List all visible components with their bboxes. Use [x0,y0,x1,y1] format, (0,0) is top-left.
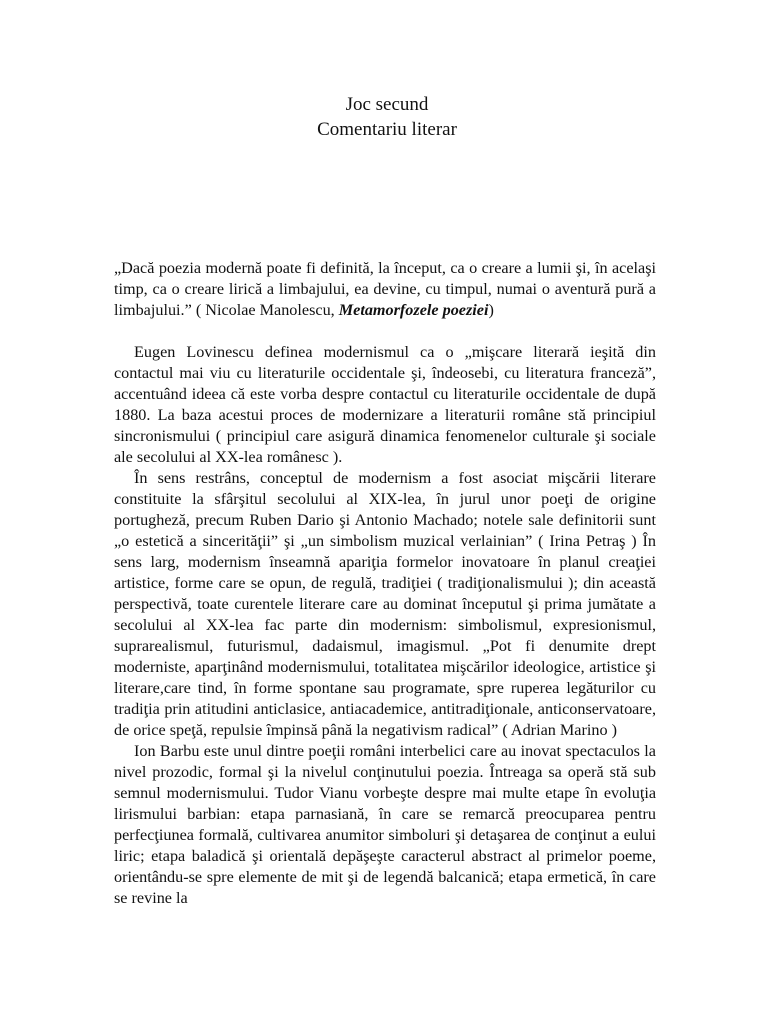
document-body [114,258,656,909]
paragraph-1: Eugen Lovinescu definea modernismul ca o „mişcare literară ieşită din contactul mai viu cu literaturile occidentale şi, îndeosebi, cu literatura franceză”, accentuând ideea că este vorba despre contactul cu literaturile occidentale de după 1880. La baza acestui proces de modernizare a literaturii române stă principiul sincronismului ( principiul care asigură dinamica fenomenelor culturale şi sociale ale secolului al XX-lea românesc ). [114,343,656,466]
epigraph-work-title: Metamorfozele poeziei [338,301,489,319]
epigraph [114,258,656,321]
document-subtitle: Comentariu literar [317,119,457,140]
document-title: Joc secund [345,94,429,115]
paragraph-2: În sens restrâns, conceptul de modernism a fost asociat mişcării literare constituite la sfârşitul secolului al XIX-lea, în jurul unor poeţi de origine portugheză, precum Ruben Dario şi Antonio Machado; notele sale definitorii sunt „o estetică a sincerităţii” şi „un simbolism muzical verlainian” ( Irina Petraş ) În sens larg, modernism înseamnă apariţia formelor inovatoare în planul creaţiei artistice, forme care se opun, de regulă, tradiţiei ( tradiţionalismului ); din această perspectivă, toate curentele literare care au dominat începutul şi prima jumătate a secolului al XX-lea fac parte din modernism: simbolismul, expresionismul, suprarealismul, futurismul, dadaismul, imagismul. „Pot fi denumite drept moderniste, aparţinând modernismului, totalitatea mişcărilor ideologice, artistice şi literare,care tind, în forme spontane sau programate, spre ruperea legăturilor cu tradiţia prin atitudini anticlasice, antiacademice, antitradiţionale, anticonservatoare, de orice speţă, repulsie împinsă până la negativism radical” ( Adrian Marino ) [114,469,656,739]
paragraph-3: Ion Barbu este unul dintre poeţii români interbelici care au inovat spectaculos la nivel prozodic, formal şi la nivelul conţinutului poezia. Întreaga sa operă stă sub semnul modernismului. Tudor Vianu vorbeşte despre mai multe etape în evoluţia lirismului barbian: etapa parnasiană, în care se remarcă preocuparea pentru perfecţiunea formală, cultivarea anumitor simboluri şi detaşarea de conţinut a eului liric; etapa baladică şi orientală depăşeşte caracterul abstract al primelor poeme, orientându-se spre elemente de mit şi de legendă balcanică; etapa ermetică, în care se revine la [114,742,656,907]
epigraph-close: ) [488,301,494,319]
title-block [0,92,768,142]
epigraph-text: „Dacă poezia modernă poate fi definită, la început, ca o creare a lumii şi, în acelaşi timp, ca o creare lirică a limbajului, ea devine, cu timpul, numai o aventură pură a limbajului.” ( Nicolae Manolescu, [114,259,656,319]
